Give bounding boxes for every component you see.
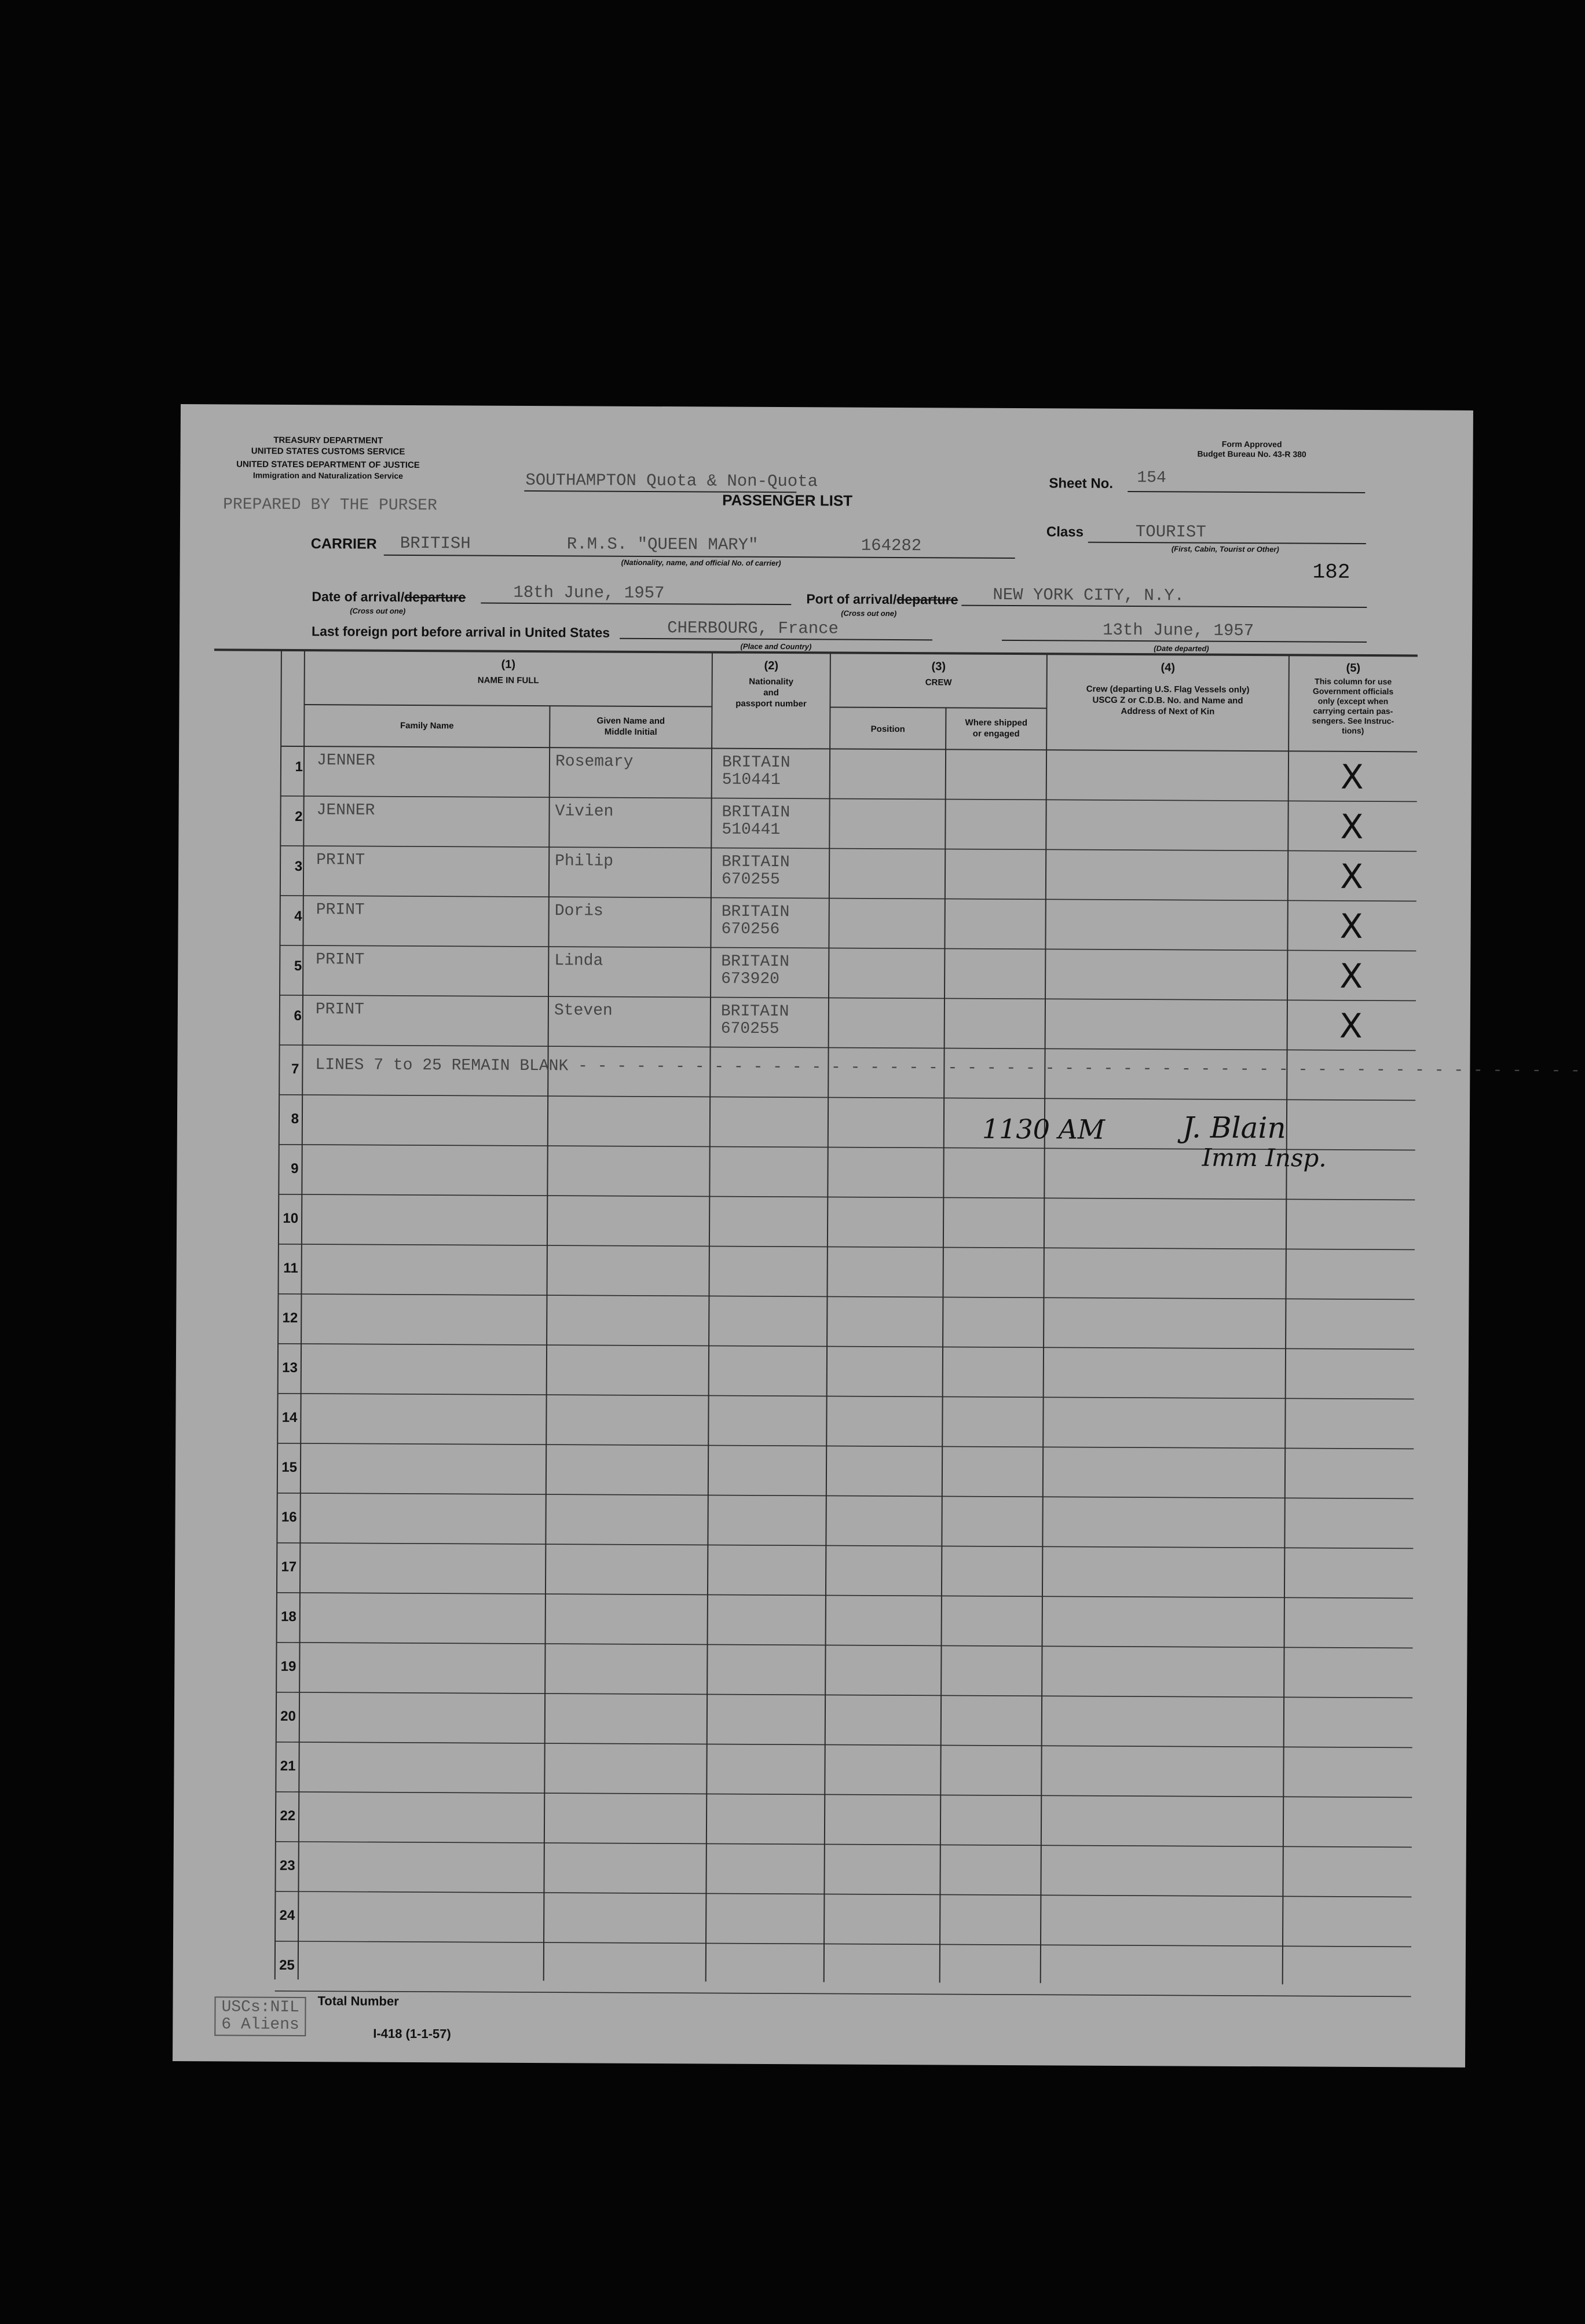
passport-cell: 510441 bbox=[722, 820, 781, 840]
row-number: 16 bbox=[281, 1509, 297, 1526]
carrier-number: 164282 bbox=[861, 536, 922, 556]
col3-header bbox=[830, 661, 1047, 688]
row-number: 7 bbox=[291, 1061, 299, 1077]
passport-cell: 670255 bbox=[721, 870, 780, 889]
passport-cell: 673920 bbox=[721, 970, 780, 989]
col4-line: Address of Next of Kin bbox=[1121, 706, 1215, 717]
given-header-line: Middle Initial bbox=[604, 727, 657, 738]
row-divider bbox=[275, 1941, 1411, 1947]
given-name-cell: Steven bbox=[554, 1002, 613, 1020]
given-name-header bbox=[550, 715, 712, 738]
col5-line: This column for use bbox=[1315, 676, 1392, 687]
col2-header bbox=[712, 660, 830, 709]
dept-line: Immigration and Naturalization Service bbox=[252, 470, 403, 481]
page-title: PASSENGER LIST bbox=[722, 491, 853, 509]
official-mark: X bbox=[1339, 1006, 1363, 1046]
dept-line: UNITED STATES CUSTOMS SERVICE bbox=[251, 446, 405, 457]
col2-number: (2) bbox=[764, 659, 779, 673]
table-row bbox=[179, 746, 1471, 802]
col2-line: and bbox=[763, 687, 779, 698]
passport-cell: 670256 bbox=[721, 920, 780, 939]
official-mark: X bbox=[1339, 906, 1363, 946]
col4-line: Crew (departing U.S. Flag Vessels only) bbox=[1086, 684, 1250, 695]
row-number: 10 bbox=[283, 1210, 299, 1227]
dept-line: UNITED STATES DEPARTMENT OF JUSTICE bbox=[236, 459, 420, 471]
row-number: 24 bbox=[279, 1907, 295, 1923]
shipped-header bbox=[946, 717, 1046, 739]
last-port-value: CHERBOURG, France bbox=[667, 618, 839, 639]
table-row bbox=[178, 845, 1471, 901]
official-mark: X bbox=[1339, 956, 1363, 996]
family-name-cell: PRINT bbox=[315, 1000, 364, 1019]
row-number: 6 bbox=[294, 1007, 302, 1024]
row-divider bbox=[276, 1842, 1412, 1848]
given-name-cell: Vivien bbox=[555, 802, 614, 821]
row-divider bbox=[278, 1344, 1414, 1350]
family-name-cell: PRINT bbox=[316, 951, 365, 969]
passport-cell: 510441 bbox=[722, 771, 781, 790]
row-divider bbox=[277, 1543, 1413, 1549]
row-number: 9 bbox=[291, 1160, 299, 1177]
row-divider bbox=[278, 1394, 1414, 1399]
port-label-struck: departure bbox=[896, 592, 958, 607]
row-number: 13 bbox=[282, 1359, 298, 1376]
passenger-list-sheet bbox=[173, 404, 1580, 2068]
date-value: 18th June, 1957 bbox=[513, 582, 665, 603]
row-divider bbox=[276, 1742, 1412, 1748]
col5-line: sengers. See Instruc- bbox=[1312, 716, 1394, 726]
table-grid bbox=[173, 404, 1580, 2068]
col2-line: passport number bbox=[735, 698, 807, 709]
passport-cell: 670255 bbox=[720, 1020, 779, 1039]
col5-line: Government officials bbox=[1312, 686, 1394, 697]
col4-number: (4) bbox=[1161, 661, 1176, 675]
port-value: NEW YORK CITY, N.Y. bbox=[993, 585, 1185, 606]
nationality-cell: BRITAIN bbox=[721, 903, 790, 922]
row-number: 12 bbox=[282, 1310, 298, 1326]
row-divider bbox=[277, 1443, 1414, 1449]
carrier-caption: (Nationality, name, and official No. of carrier) bbox=[621, 558, 781, 568]
row-number: 8 bbox=[291, 1110, 299, 1127]
sheet-value: 154 bbox=[1137, 469, 1166, 487]
stamp-line: 6 Aliens bbox=[221, 2015, 299, 2035]
family-name-cell: PRINT bbox=[316, 851, 365, 870]
col3-label: CREW bbox=[925, 677, 952, 688]
row-divider bbox=[277, 1593, 1413, 1599]
row-number: 20 bbox=[280, 1708, 296, 1724]
form-number: I-418 (1-1-57) bbox=[373, 2026, 451, 2041]
row-divider bbox=[276, 1792, 1412, 1798]
row-number: 25 bbox=[279, 1957, 295, 1973]
port-caption: (Cross out one) bbox=[841, 609, 897, 618]
row-number: 18 bbox=[280, 1608, 296, 1625]
nationality-cell: BRITAIN bbox=[721, 952, 790, 972]
blank-lines-note: LINES 7 to 25 REMAIN BLANK - - - - - - - - - - - - - - - - - - - - - - - - - - - - - - - - - - - - - - - - - - - - - - - - - - - - bbox=[315, 1056, 1580, 1080]
row-number: 4 bbox=[294, 908, 302, 925]
row-number: 21 bbox=[280, 1758, 296, 1774]
row-divider bbox=[279, 1194, 1415, 1200]
table-row bbox=[178, 796, 1471, 852]
given-name-cell: Doris bbox=[554, 902, 603, 921]
row-number: 3 bbox=[294, 858, 303, 875]
given-name-cell: Philip bbox=[555, 852, 614, 871]
stamp-box bbox=[214, 1996, 306, 2036]
inspector-signature: J. Blain bbox=[1182, 1110, 1286, 1145]
position-header: Position bbox=[870, 724, 905, 735]
total-number-label: Total Number bbox=[317, 1993, 399, 2008]
carrier-nationality: BRITISH bbox=[400, 533, 471, 553]
last-port-label: Last foreign port before arrival in United States bbox=[312, 624, 610, 640]
row-divider bbox=[277, 1643, 1413, 1648]
class-caption: (First, Cabin, Tourist or Other) bbox=[1171, 544, 1279, 554]
row-divider bbox=[277, 1493, 1414, 1499]
nationality-cell: BRITAIN bbox=[720, 1002, 789, 1021]
row-number: 11 bbox=[283, 1260, 298, 1277]
form-approved-line: Budget Bureau No. 43-R 380 bbox=[1197, 449, 1306, 459]
row-divider bbox=[279, 1095, 1415, 1101]
shipped-header-line: or engaged bbox=[972, 728, 1020, 739]
given-name-cell: Rosemary bbox=[555, 753, 634, 771]
col5-header bbox=[1289, 663, 1418, 736]
family-name-cell: PRINT bbox=[316, 901, 365, 919]
dept-line: TREASURY DEPARTMENT bbox=[273, 435, 383, 446]
col4-header bbox=[1046, 662, 1289, 717]
row-divider bbox=[278, 1294, 1414, 1300]
inspector-title: Imm Insp. bbox=[1202, 1143, 1327, 1172]
prepared-by: PREPARED BY THE PURSER bbox=[223, 496, 437, 515]
col5-number: (5) bbox=[1346, 661, 1361, 675]
nationality-cell: BRITAIN bbox=[722, 753, 790, 772]
col5-line: carrying certain pas- bbox=[1313, 706, 1393, 716]
class-value: TOURIST bbox=[1135, 522, 1206, 542]
row-number: 1 bbox=[295, 758, 303, 775]
carrier-name: R.M.S. "QUEEN MARY" bbox=[566, 534, 759, 555]
row-number: 23 bbox=[279, 1857, 295, 1874]
col1-label: NAME IN FULL bbox=[477, 675, 539, 686]
row-number: 17 bbox=[281, 1559, 297, 1575]
last-port-caption: (Place and Country) bbox=[740, 642, 812, 651]
col5-line: tions) bbox=[1342, 725, 1364, 735]
table-row bbox=[178, 945, 1470, 1001]
official-mark: X bbox=[1340, 807, 1364, 846]
official-mark: X bbox=[1339, 856, 1364, 896]
table-row bbox=[178, 895, 1470, 951]
departed-value: 13th June, 1957 bbox=[1103, 620, 1254, 641]
row-number: 2 bbox=[295, 808, 303, 825]
shipped-header-line: Where shipped bbox=[965, 717, 1028, 728]
typed-heading: SOUTHAMPTON Quota & Non-Quota bbox=[525, 470, 818, 492]
row-divider bbox=[279, 1244, 1415, 1250]
class-label: Class bbox=[1046, 524, 1084, 540]
carrier-label: CARRIER bbox=[310, 536, 377, 552]
col4-line: USCG Z or C.D.B. No. and Name and bbox=[1092, 695, 1243, 706]
family-name-cell: JENNER bbox=[316, 752, 375, 770]
date-label-text: Date of arrival/ bbox=[312, 589, 405, 604]
departed-caption: (Date departed) bbox=[1154, 644, 1209, 653]
col5-line: only (except when bbox=[1317, 696, 1389, 706]
sheet-label: Sheet No. bbox=[1049, 475, 1114, 492]
handwritten-time: 1130 AM bbox=[982, 1113, 1106, 1145]
row-divider bbox=[275, 1892, 1411, 1897]
form-approved-line: Form Approved bbox=[1221, 439, 1282, 449]
given-header-line: Given Name and bbox=[596, 716, 665, 727]
row-number: 14 bbox=[281, 1409, 298, 1426]
row-number: 15 bbox=[281, 1459, 298, 1476]
family-name-header: Family Name bbox=[400, 720, 454, 731]
col1-header bbox=[305, 658, 712, 687]
table-row bbox=[178, 995, 1470, 1051]
col3-number: (3) bbox=[931, 660, 946, 673]
row-number: 5 bbox=[294, 958, 302, 974]
given-name-cell: Linda bbox=[554, 952, 603, 970]
page-number: 182 bbox=[1312, 560, 1350, 584]
row-divider bbox=[275, 1991, 1411, 1997]
date-caption: (Cross out one) bbox=[350, 606, 406, 615]
row-divider bbox=[276, 1692, 1412, 1698]
col1-number: (1) bbox=[501, 658, 516, 671]
family-name-cell: JENNER bbox=[316, 801, 375, 820]
col2-line: Nationality bbox=[749, 676, 794, 687]
official-mark: X bbox=[1340, 757, 1364, 797]
nationality-cell: BRITAIN bbox=[722, 853, 790, 872]
row-number: 22 bbox=[280, 1808, 296, 1824]
date-label-struck: departure bbox=[404, 589, 466, 605]
stamp-line: USCs:NIL bbox=[221, 1998, 299, 2017]
nationality-cell: BRITAIN bbox=[722, 803, 790, 822]
row-number: 19 bbox=[280, 1658, 296, 1674]
port-label-text: Port of arrival/ bbox=[806, 591, 897, 607]
